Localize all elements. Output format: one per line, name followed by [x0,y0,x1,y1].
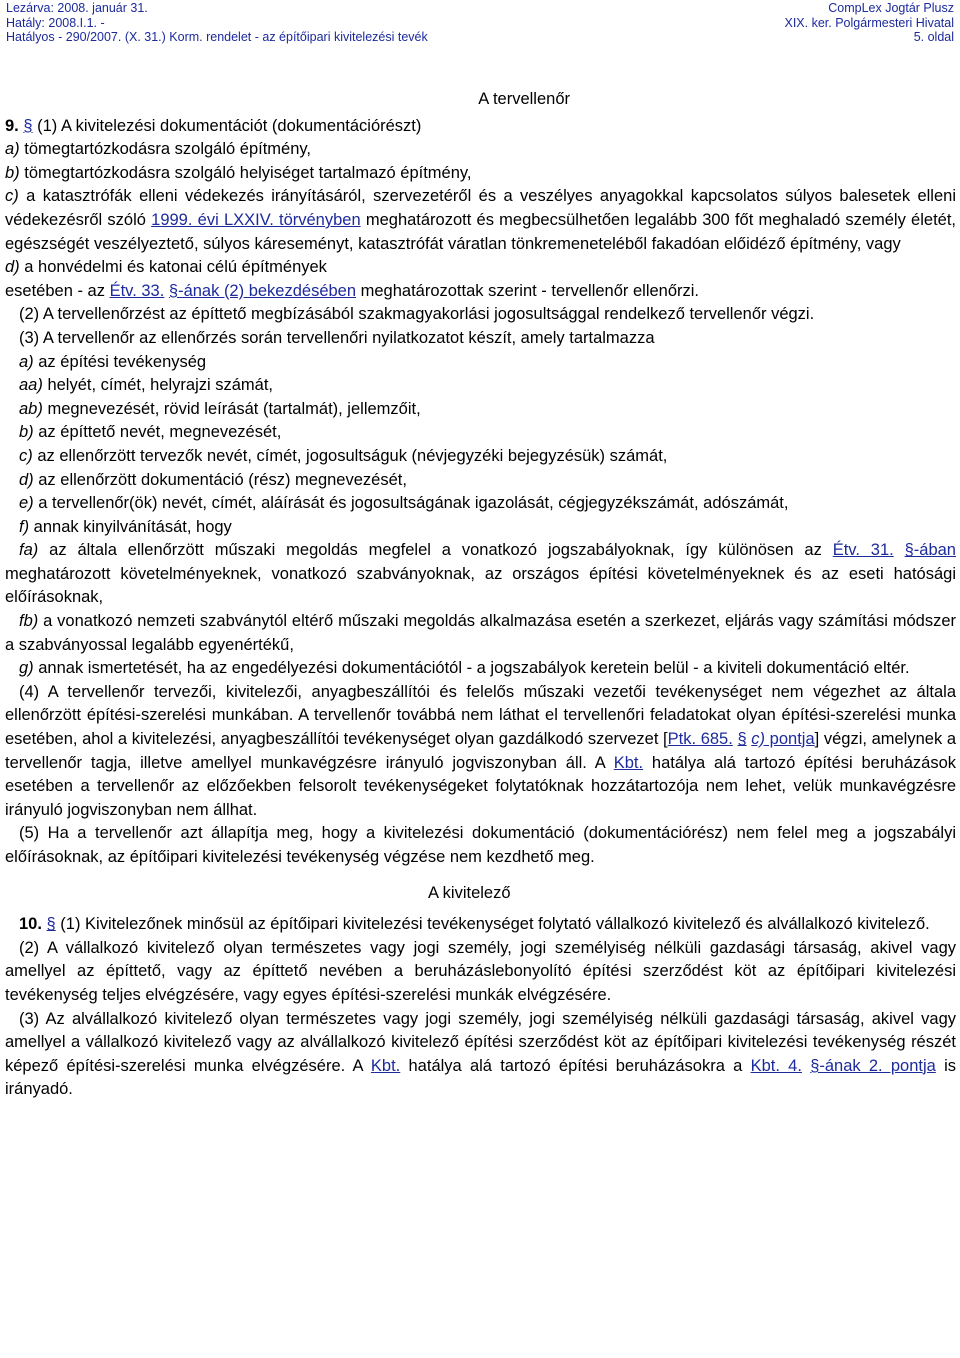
s9-item-a: a) tömegtartózkodásra szolgáló építmény, [5,140,312,159]
s9-p3-item-a: a) az építési tevékenység [19,352,207,371]
law-link-etv-31[interactable]: Étv. 31. [832,541,894,560]
s9-para-1-intro: 9. § (1) A kivitelezési dokumentációt (dokumentációrészt) [5,116,422,135]
s10-para-3: (3) Az alvállalkozó kivitelező olyan természetes vagy jogi személy, jogi személyiség nélküli gazdasági társaság, akivel vagy amellyel a vállalkozó kivitelező vagy az alvállalkozó kivitelező építési szerződést köt az építőipari kivitelezési tevékenység részét képező építési-szerelési munka elvégzésére. A Kbt. hatálya alá tartozó építési beruházásokra a Kbt. 4. §-ának 2. pontja is irányadó. [5,1009,957,1099]
effect-date: Hatály: 2008.I.1. - [6,15,105,30]
s9-p3-item-g: g) annak ismertetését, ha az engedélyezési dokumentációtól - a jogszabályok keretein belül - a kiviteli dokumentáció eltér. [19,659,910,678]
s9-item-b: b) tömegtartózkodásra szolgáló helyiséget tartalmazó építmény, [5,163,472,182]
s9-item-d: d) a honvédelmi és katonai célú építmények [5,258,327,277]
law-link-kbt-4-2-pont[interactable]: §-ának 2. pontja [810,1056,936,1075]
s9-p3-item-ab: ab) megnevezését, rövid leírását (tartalmát), jellemzőit, [19,399,421,418]
document-body [5,88,956,1102]
s9-p3-item-fa: fa) az általa ellenőrzött műszaki megoldás megfelel a vonatkozó jogszabályoknak, így különösen az Étv. 31. §-ában meghatározott követelményeknek, vonatkozó szabványoknak, az országos építési követelményeknek és az eseti hatósági előírásoknak, [5,541,956,607]
section-sign-link[interactable]: § [46,915,56,934]
law-link-etv-33[interactable]: Étv. 33. [109,281,165,300]
law-link-etv-33-2[interactable]: §-ának (2) bekezdésében [168,281,357,300]
office-name: XIX. ker. Polgármesteri Hivatal [784,15,954,30]
section-number: 10. [19,915,42,934]
s9-para-2: (2) A tervellenőrzést az építtető megbízásából szakmagyakorlási jogosultsággal rendelkező tervellenőr végzi. [19,305,815,324]
law-link-1999-lxxiv[interactable]: 1999. évi LXXIV. törvényben [151,210,361,229]
header-right [784,1,954,45]
s9-para-1-end: esetében - az Étv. 33. §-ának (2) bekezdésében meghatározottak szerint - tervellenőr ellenőrzi. [5,281,700,300]
s9-p3-item-e: e) a tervellenőr(ök) nevét, címét, aláírását és jogosultságának igazolását, cégjegyzékszámát, adószámát, [19,494,789,513]
law-link-kbt[interactable]: Kbt. [613,753,644,772]
law-link-etv-31-sign[interactable]: §-ában [904,541,956,560]
law-link-ptk-685[interactable]: Ptk. 685. [667,730,733,749]
s9-p3-item-fb: fb) a vonatkozó nemzeti szabványtól eltérő műszaki megoldás alkalmazása esetén a szerkezet, eljárás vagy számítási módszer a szabványossal legalább egyenértékű, [5,612,956,654]
s9-item-c: c) a katasztrófák elleni védekezés irányításáról, szervezetéről és a veszélyes anyagokkal kapcsolatos súlyos balesetek elleni védekezésről szóló 1999. évi LXXIV. törvényben meghatározott és megbecsülhetően legalább 300 főt meghaladó személy életét, egészségét veszélyeztető, súlyos káreseményt, katasztrófát váratlan tönkremeneteléből fakadóan előidéző építmény, vagy [5,187,956,253]
page-header [0,0,960,44]
s9-para-3-intro: (3) A tervellenőr az ellenőrzés során tervellenőri nyilatkozatot készít, amely tartalmazza [19,328,655,347]
header-left [6,1,428,45]
section-heading-kivitelezo: A kivitelező [428,883,511,902]
section-heading-tervellenor: A tervellenőr [478,90,570,108]
s9-p3-item-aa: aa) helyét, címét, helyrajzi számát, [19,376,274,395]
document-title: Hatályos - 290/2007. (X. 31.) Korm. rendelet - az építőipari kivitelezési tevék [6,30,428,44]
section-sign-link[interactable]: § [23,116,33,135]
s9-p3-item-d: d) az ellenőrzött dokumentáció (rész) megnevezését, [19,470,407,489]
s10-para-2: (2) A vállalkozó kivitelező olyan természetes vagy jogi személy, jogi személyiség nélküli gazdasági társaság, akivel vagy amellyel az építtető, vagy az építtető nevében a beruházáslebonyolító építési szerződést köt az építőipari kivitelezési tevékenység teljes elvégzésére, vagy egyes építési-szerelési munkák elvégzésére. [5,938,956,1004]
law-link-kbt[interactable]: Kbt. [370,1056,401,1075]
s9-p3-item-c: c) az ellenőrzött tervezők nevét, címét, jogosultságuk (névjegyzéki bejegyzésük) számát, [19,446,668,465]
s9-p3-item-b: b) az építtető nevét, megnevezését, [19,423,282,442]
s9-para-5: (5) Ha a tervellenőr azt állapítja meg, hogy a kivitelezési dokumentáció (dokumentációrész) nem felel meg a jogszabályi előírásoknak, az építőipari kivitelezési tevékenység végzése nem kezdhető meg. [5,824,956,866]
page-number: 5. oldal [913,30,954,44]
s9-p3-item-f: f) annak kinyilvánítását, hogy [19,517,232,536]
closed-date: Lezárva: 2008. január 31. [6,1,148,15]
law-link-ptk-685-sign[interactable]: § [737,730,747,749]
s10-para-1: 10. § (1) Kivitelezőnek minősül az építőipari kivitelezési tevékenységet folytató vállalkozó kivitelező és alvállalkozó kivitelező. [19,915,930,934]
law-link-kbt-4[interactable]: Kbt. 4. [750,1056,802,1075]
app-name: CompLex Jogtár Plusz [828,1,954,15]
section-number: 9. [5,116,19,135]
law-link-ptk-685-c-pont[interactable]: c) pontja [751,730,815,749]
s9-para-4: (4) A tervellenőr tervezői, kivitelezői, anyagbeszállítói és felelős műszaki vezetői tevékenységet nem végezhet az általa ellenőrzött építési-szerelési munkában. A tervellenőr továbbá nem láthat el tervellenőri feladatokat olyan építési-szerelési munka esetében, ahol a kivitelezési, anyagbeszállítói tevékenységet olyan gazdálkodó szervezet [Ptk. 685. § c) pontja] végzi, amelynek a tervellenőr tagja, illetve amellyel munkavégzésre irányuló jogviszonyban áll. A Kbt. hatálya alá tartozó építési beruházások esetében a tervellenőr az előzőekben felsorolt tevékenységeket folytatóknak hozzátartozója nem lehet, velük munkavégzésre irányuló jogviszonyban nem állhat. [5,682,957,819]
